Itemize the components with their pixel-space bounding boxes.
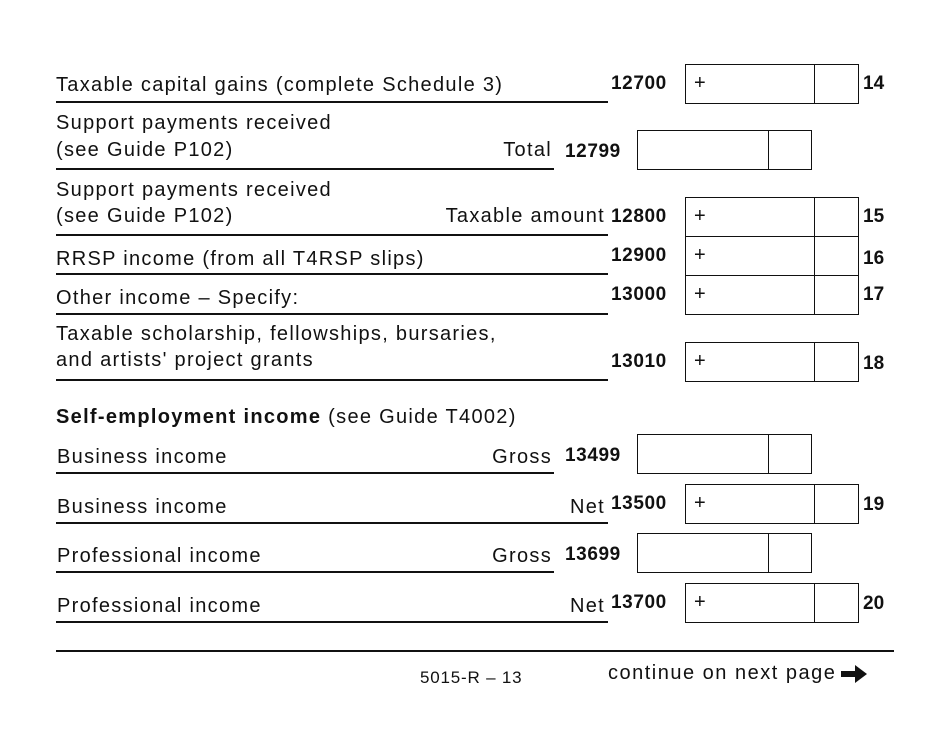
scholarship-label-1: Taxable scholarship, fellowships, bursaries, (56, 323, 497, 345)
scholarship-label-2: and artists' project grants (56, 349, 314, 371)
support-taxable-line-number: 15 (863, 206, 885, 227)
cents-divider (814, 584, 815, 622)
cents-divider (814, 65, 815, 103)
professional-net-code: 13700 (611, 592, 667, 613)
rrsp-line-number: 16 (863, 248, 885, 269)
professional-net-label: Professional income (57, 595, 262, 617)
support-total-label-1: Support payments received (56, 112, 332, 134)
support-total-label-2: (see Guide P102) (56, 139, 234, 161)
cents-divider (814, 276, 815, 314)
business-gross-label: Business income (57, 446, 228, 468)
support-taxable-rule (56, 234, 608, 236)
capital-gains-label: Taxable capital gains (complete Schedule 3) (56, 74, 504, 96)
business-net-amount-field[interactable] (685, 484, 859, 524)
business-net-right-label: Net (569, 496, 605, 518)
capital-gains-code: 12700 (611, 73, 667, 94)
professional-gross-code: 13699 (565, 544, 621, 565)
rrsp-amount-field[interactable] (685, 236, 859, 276)
business-net-rule (56, 522, 608, 524)
support-taxable-code: 12800 (611, 206, 667, 227)
scholarship-code: 13010 (611, 351, 667, 372)
support-taxable-right-label: Taxable amount (445, 205, 605, 227)
other-income-code: 13000 (611, 284, 667, 305)
business-gross-code: 13499 (565, 445, 621, 466)
plus-sign: + (694, 244, 706, 266)
business-gross-amount-field[interactable] (637, 434, 812, 474)
arrow-right-icon (840, 663, 868, 685)
plus-sign: + (694, 283, 706, 305)
support-total-right-label: Total (503, 139, 552, 161)
self-employment-heading (56, 404, 517, 430)
professional-net-line-number: 20 (863, 593, 885, 614)
self-employment-heading-bold: Self-employment income (56, 406, 322, 428)
support-taxable-amount-field[interactable] (685, 197, 859, 237)
self-employment-heading-guide: (see Guide T4002) (321, 406, 517, 428)
support-total-code: 12799 (565, 141, 621, 162)
professional-gross-rule (56, 571, 554, 573)
cents-divider (814, 198, 815, 236)
continue-next-page (608, 662, 868, 685)
support-total-amount-field[interactable] (637, 130, 812, 170)
other-income-amount-field[interactable] (685, 275, 859, 315)
professional-gross-amount-field[interactable] (637, 533, 812, 573)
form-page-number: 5015-R – 13 (420, 668, 523, 687)
continue-text: continue on next page (608, 662, 837, 684)
plus-sign: + (694, 350, 706, 372)
business-net-label: Business income (57, 496, 228, 518)
professional-gross-label: Professional income (57, 545, 262, 567)
business-gross-right-label: Gross (492, 446, 552, 468)
scholarship-rule (56, 379, 608, 381)
capital-gains-line-number: 14 (863, 73, 885, 94)
scholarship-amount-field[interactable] (685, 342, 859, 382)
capital-gains-amount-field[interactable] (685, 64, 859, 104)
support-taxable-label-1: Support payments received (56, 179, 332, 201)
plus-sign: + (694, 205, 706, 227)
plus-sign: + (694, 591, 706, 613)
business-net-code: 13500 (611, 493, 667, 514)
business-gross-rule (56, 472, 554, 474)
cents-divider (768, 435, 769, 473)
rrsp-label: RRSP income (from all T4RSP slips) (56, 248, 425, 270)
rrsp-rule (56, 273, 608, 275)
capital-gains-rule (56, 101, 608, 103)
professional-net-right-label: Net (569, 595, 605, 617)
business-net-line-number: 19 (863, 494, 885, 515)
other-income-line-number: 17 (863, 284, 885, 305)
professional-gross-right-label: Gross (492, 545, 552, 567)
plus-sign: + (694, 492, 706, 514)
scholarship-line-number: 18 (863, 353, 885, 374)
professional-net-amount-field[interactable] (685, 583, 859, 623)
cents-divider (768, 534, 769, 572)
other-income-label: Other income – Specify: (56, 287, 300, 309)
cents-divider (814, 237, 815, 275)
other-income-rule (56, 313, 608, 315)
footer-rule (56, 650, 894, 652)
rrsp-code: 12900 (611, 245, 667, 266)
support-total-rule (56, 168, 554, 170)
professional-net-rule (56, 621, 608, 623)
plus-sign: + (694, 72, 706, 94)
cents-divider (814, 485, 815, 523)
cents-divider (768, 131, 769, 169)
support-taxable-label-2: (see Guide P102) (56, 205, 234, 227)
cents-divider (814, 343, 815, 381)
